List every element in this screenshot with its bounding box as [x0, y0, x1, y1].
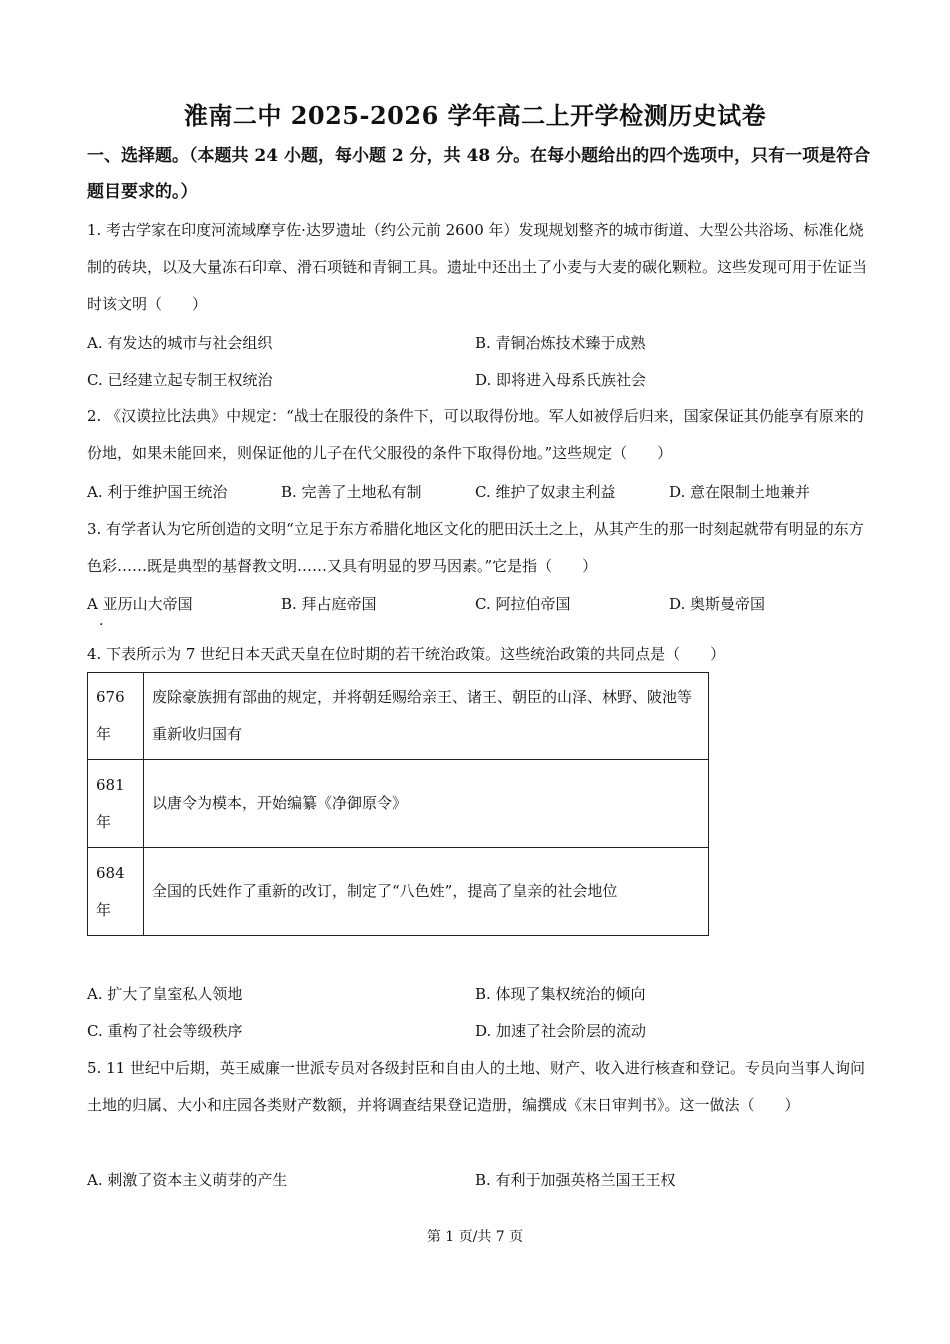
- table-cell-policy: 全国的氏姓作了重新的改订，制定了“八色姓”，提高了皇亲的社会地位: [144, 848, 709, 936]
- question-1-option-c: C. 已经建立起专制王权统治: [87, 371, 273, 389]
- question-4-option-d: D. 加速了社会阶层的流动: [475, 1022, 647, 1040]
- question-2-option-b: B. 完善了土地私有制: [281, 483, 422, 501]
- page-footer: 第 1 页/共 7 页: [426, 1229, 524, 1245]
- question-5-stem: 5. 11 世纪中后期，英王威廉一世派专员对各级封臣和自由人的土地、财产、收入进行核查和登记。专员向当事人询问土地的归属、大小和庄园各类财产数额，并将调查结果登记造册，编撰成《末日审判书》。这一做法（ ）: [87, 1059, 865, 1114]
- question-3-option-b: B. 拜占庭帝国: [281, 595, 377, 613]
- table-row: [88, 760, 709, 848]
- stray-dot: ·: [99, 617, 104, 633]
- question-1-option-d: D. 即将进入母系氏族社会: [475, 371, 647, 389]
- question-2-option-d: D. 意在限制土地兼并: [669, 483, 811, 501]
- question-3-option-a: A 亚历山大帝国: [87, 595, 193, 613]
- question-2-option-c: C. 维护了奴隶主利益: [475, 483, 616, 501]
- question-4-option-a: A. 扩大了皇室私人领地: [87, 985, 243, 1003]
- table-row: [88, 848, 709, 936]
- question-3-option-c: C. 阿拉伯帝国: [475, 595, 571, 613]
- table-row: [88, 673, 709, 760]
- question-4-option-b: B. 体现了集权统治的倾向: [475, 985, 646, 1003]
- policy-table: [87, 672, 709, 936]
- exam-title: 淮南二中 2025-2026 学年高二上开学检测历史试卷: [183, 101, 767, 130]
- question-1-option-a: A. 有发达的城市与社会组织: [87, 334, 273, 352]
- question-2-option-a: A. 利于维护国王统治: [87, 483, 228, 501]
- table-cell-policy: 废除豪族拥有部曲的规定，并将朝廷赐给亲王、诸王、朝臣的山泽、林野、陂池等重新收归国有: [144, 673, 709, 760]
- question-5-option-b: B. 有利于加强英格兰国王王权: [475, 1171, 676, 1189]
- section-heading: 一、选择题。（本题共 24 小题，每小题 2 分，共 48 分。在每小题给出的四个选项中，只有一项是符合题目要求的。）: [87, 146, 871, 202]
- table-cell-year: 684 年: [88, 848, 144, 936]
- question-4-option-c: C. 重构了社会等级秩序: [87, 1022, 243, 1040]
- question-2-stem: 2. 《汉谟拉比法典》中规定：“战士在服役的条件下，可以取得份地。军人如被俘后归来，国家保证其仍能享有原来的份地，如果未能回来，则保证他的儿子在代父服役的条件下取得份地。”这些规定（ ）: [87, 407, 864, 462]
- table-cell-policy: 以唐令为模本，开始编纂《净御原令》: [144, 760, 709, 848]
- question-3-option-d: D. 奥斯曼帝国: [669, 595, 766, 613]
- question-3-stem: 3. 有学者认为它所创造的文明“立足于东方希腊化地区文化的肥田沃土之上，从其产生的那一时刻起就带有明显的东方色彩……既是典型的基督教文明……又具有明显的罗马因素。”它是指（ ）: [87, 520, 864, 575]
- question-1-option-b: B. 青铜冶炼技术臻于成熟: [475, 334, 646, 352]
- table-cell-year: 681 年: [88, 760, 144, 848]
- table-cell-year: 676 年: [88, 673, 144, 760]
- question-1-stem: 1. 考古学家在印度河流域摩亨佐·达罗遗址（约公元前 2600 年）发现规划整齐的城市街道、大型公共浴场、标准化烧制的砖块，以及大量冻石印章、滑石项链和青铜工具。遗址中还出土了小麦与大麦的碳化颗粒。这些发现可用于佐证当时该文明（ ）: [87, 221, 868, 313]
- question-4-stem: 4. 下表所示为 7 世纪日本天武天皇在位时期的若干统治政策。这些统治政策的共同点是（ ）: [87, 645, 726, 663]
- question-5-option-a: A. 刺激了资本主义萌芽的产生: [87, 1171, 288, 1189]
